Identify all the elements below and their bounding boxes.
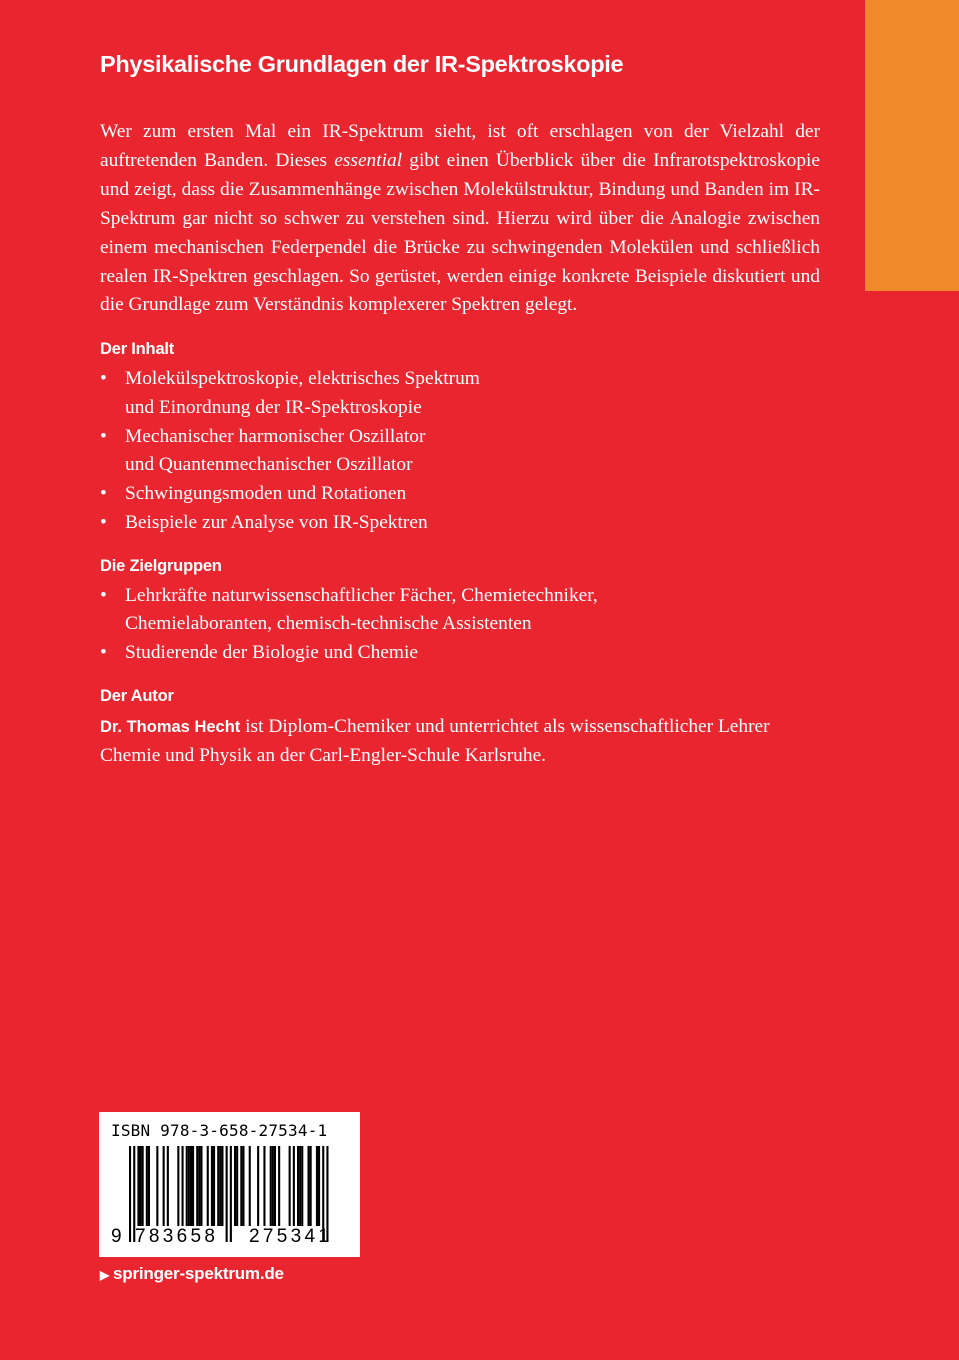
barcode-bar xyxy=(142,1146,144,1226)
barcode-digits-right: 275341 xyxy=(249,1226,333,1247)
barcode-bar xyxy=(272,1146,274,1226)
list-item-line: und Quantenmechanischer Oszillator xyxy=(125,454,413,476)
autor-paragraph xyxy=(100,713,820,771)
isbn-barcode xyxy=(99,1112,360,1257)
list-item-line: Chemielaboranten, chemisch-technische Assistenten xyxy=(125,613,532,635)
barcode-bar xyxy=(270,1146,272,1226)
list-item-line: Mechanischer harmonischer Oszillator xyxy=(125,425,426,447)
barcode-bar xyxy=(200,1146,202,1226)
barcode-bar xyxy=(234,1146,236,1226)
section-inhalt xyxy=(100,338,820,537)
zielgruppen-list xyxy=(100,582,820,668)
barcode-bar xyxy=(217,1146,219,1226)
intro-italic: essential xyxy=(334,149,403,171)
bullet-icon: • xyxy=(100,511,107,533)
barcode-bar xyxy=(236,1146,238,1226)
bullet-icon: • xyxy=(100,584,107,606)
bullet-icon: • xyxy=(100,368,107,390)
zielgruppen-heading: Die Zielgruppen xyxy=(100,556,222,575)
intro-text-1: Wer zum ersten Mal ein IR-Spektrum sieht, ist oft erschlagen von der Vielzahl der auftretenden Banden. Dieses xyxy=(100,121,820,171)
list-item xyxy=(100,509,820,538)
list-item-line: und Einordnung der IR-Spektroskopie xyxy=(125,397,422,419)
barcode-bar xyxy=(299,1146,301,1226)
barcode-bar xyxy=(226,1146,228,1242)
autor-heading: Der Autor xyxy=(100,686,174,705)
barcode-bar xyxy=(182,1146,184,1226)
barcode-bar xyxy=(188,1146,190,1226)
autor-name: Dr. Thomas Hecht xyxy=(100,717,241,736)
barcode-bar xyxy=(308,1146,310,1226)
back-cover-text xyxy=(100,46,820,770)
barcode-bar xyxy=(240,1146,242,1226)
inhalt-heading: Der Inhalt xyxy=(100,340,175,359)
inhalt-list xyxy=(100,365,820,537)
barcode-bar xyxy=(289,1146,291,1226)
barcode-bar xyxy=(156,1146,158,1226)
list-item-line: Molekülspektroskopie, elektrisches Spektrum xyxy=(125,368,480,390)
bullet-icon: • xyxy=(100,425,107,447)
list-item xyxy=(100,423,820,480)
barcode-bar xyxy=(129,1146,131,1242)
barcode-digit-first: 9 xyxy=(111,1226,122,1247)
section-autor xyxy=(100,685,820,771)
website-url: springer-spektrum.de xyxy=(113,1264,284,1283)
list-item-line: Schwingungsmoden und Rotationen xyxy=(125,483,407,505)
barcode-bar xyxy=(167,1146,169,1226)
barcode-bar xyxy=(221,1146,223,1226)
bullet-icon: • xyxy=(100,483,107,505)
barcode-bar xyxy=(278,1146,280,1226)
book-title: Physikalische Grundlagen der IR-Spektroskopie xyxy=(100,51,624,77)
barcode-bar xyxy=(310,1146,312,1226)
barcode-bar xyxy=(192,1146,194,1226)
barcode-bar xyxy=(137,1146,139,1226)
barcode-bar xyxy=(318,1146,320,1226)
barcode-bar xyxy=(249,1146,251,1226)
list-item-line: Beispiele zur Analyse von IR-Spektren xyxy=(125,511,428,533)
barcode-bar xyxy=(198,1146,200,1226)
barcode-bar xyxy=(263,1146,265,1226)
barcode-bar xyxy=(301,1146,303,1226)
barcode-bar xyxy=(190,1146,192,1226)
list-item-line: Lehrkräfte naturwissenschaftlicher Fächer, Chemietechniker, xyxy=(125,584,598,606)
website-link[interactable] xyxy=(100,1263,284,1286)
barcode-bar xyxy=(293,1146,295,1226)
intro-paragraph xyxy=(100,118,820,320)
barcode-bar xyxy=(148,1146,150,1226)
barcode-bar xyxy=(219,1146,221,1226)
barcode-bar xyxy=(211,1146,213,1226)
barcode-bar xyxy=(242,1146,244,1226)
list-item xyxy=(100,582,820,639)
play-arrow-icon: ▶ xyxy=(100,1268,110,1282)
barcode-bar xyxy=(316,1146,318,1226)
barcode-bar xyxy=(146,1146,148,1226)
barcode-digits-left: 783658 xyxy=(135,1226,219,1247)
list-item xyxy=(100,480,820,509)
list-item xyxy=(100,639,820,668)
barcode-bar xyxy=(207,1146,209,1226)
barcode-bar xyxy=(213,1146,215,1226)
orange-accent-tab xyxy=(865,0,959,291)
bullet-icon: • xyxy=(100,641,107,663)
barcode-bar xyxy=(177,1146,179,1226)
barcode-bar xyxy=(297,1146,299,1226)
barcode-bar xyxy=(274,1146,276,1226)
barcode-bar xyxy=(163,1146,165,1226)
section-zielgruppen xyxy=(100,555,820,668)
isbn-label: ISBN 978-3-658-27534-1 xyxy=(111,1121,328,1140)
barcode-bar xyxy=(257,1146,259,1226)
list-item xyxy=(100,365,820,422)
intro-text-2: gibt einen Überblick über die Infrarotspektroskopie und zeigt, dass die Zusammenhänge zwischen Molekülstruktur, Bindung und Banden im IR-Spektrum gar nicht so schwer zu verstehen sind. Hierzu wird über die Analogie zwischen einem mechanischen Federpendel die Brücke zu schwingenden Molekülen und schließlich realen IR-Spektren geschlagen. So gerüstet, werden einige konkrete Beispiele diskutiert und die Grundlage zum Verständnis komplexerer Spektren gelegt. xyxy=(100,149,821,316)
autor-description: ist Diplom-Chemiker und unterrichtet als wissenschaftlicher Lehrer Chemie und Physik an der Carl-Engler-Schule Karlsruhe. xyxy=(100,715,770,766)
barcode-bar xyxy=(230,1146,232,1242)
list-item-line: Studierende der Biologie und Chemie xyxy=(125,641,418,663)
barcode-bar xyxy=(196,1146,198,1226)
barcode-bar xyxy=(186,1146,188,1226)
barcode-bar xyxy=(140,1146,142,1226)
